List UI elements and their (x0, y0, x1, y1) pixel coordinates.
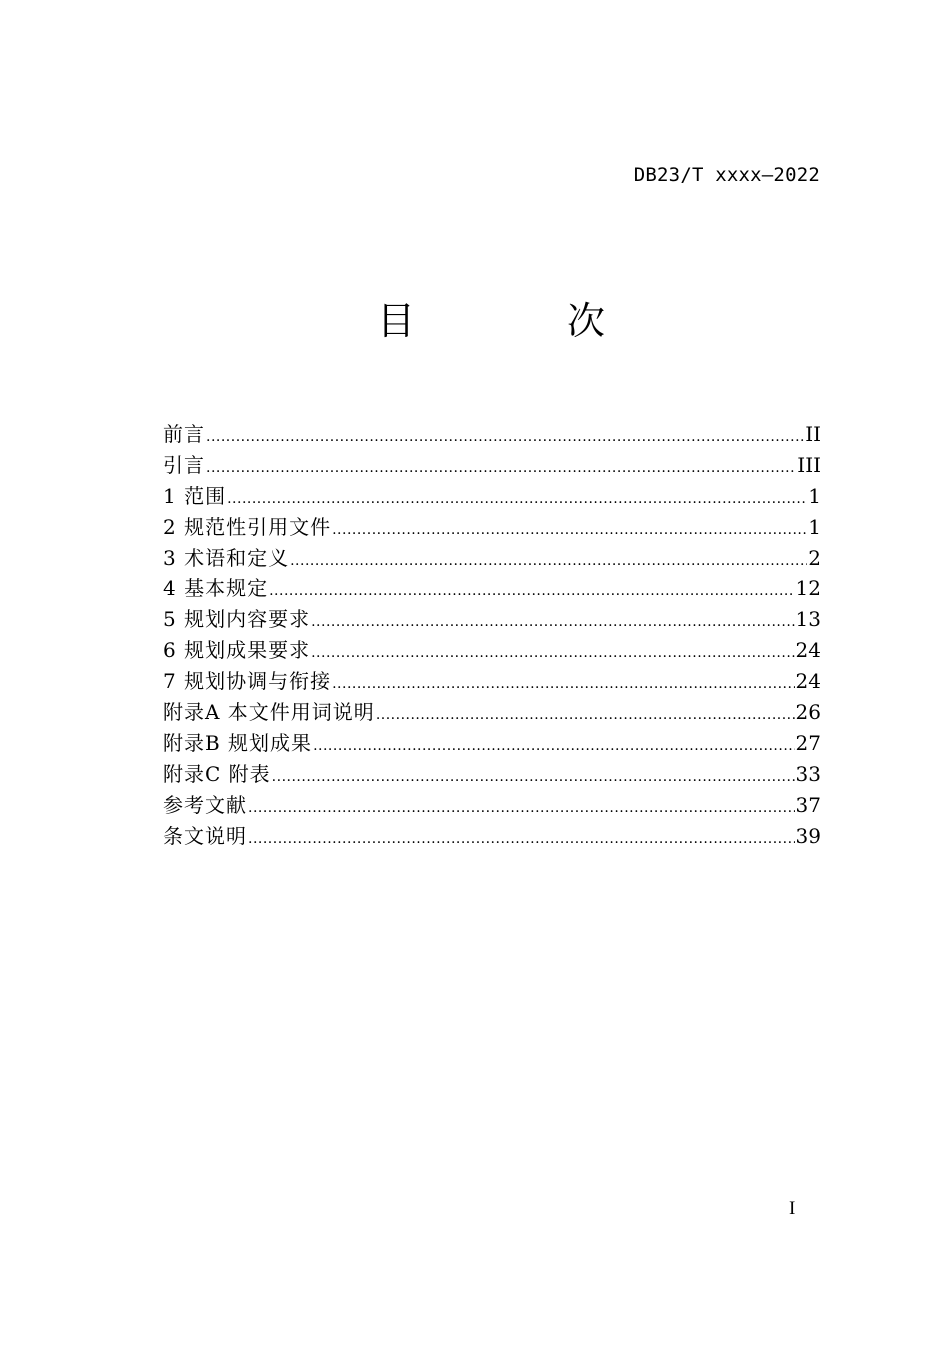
toc-item-page: 1 (808, 483, 821, 508)
toc-item-page: 12 (795, 576, 821, 601)
toc-item-appendix-a[interactable] (163, 697, 821, 728)
toc-leader-dots (227, 484, 807, 512)
toc-item-bibliography[interactable] (163, 790, 821, 821)
toc-leader-dots (311, 638, 794, 666)
toc-item-label: 2 规范性引用文件 (163, 514, 332, 539)
toc-leader-dots (332, 515, 807, 543)
toc-item-page: II (805, 422, 821, 446)
toc-item-label: 附录A 本文件用词说明 (163, 700, 375, 725)
table-of-contents (163, 419, 821, 851)
toc-item-label: 参考文献 (163, 792, 247, 817)
toc-item-label: 6 规划成果要求 (163, 638, 311, 663)
toc-item-label: 条文说明 (163, 823, 247, 848)
toc-item-label: 3 术语和定义 (163, 545, 290, 570)
toc-item-terms-definitions[interactable] (163, 543, 821, 574)
toc-leader-dots (332, 669, 794, 697)
toc-item-page: 39 (795, 823, 821, 848)
toc-leader-dots (206, 422, 804, 450)
toc-item-label: 5 规划内容要求 (163, 607, 311, 632)
toc-item-label: 1 范围 (163, 483, 227, 508)
toc-item-page: 24 (795, 669, 821, 694)
toc-leader-dots (376, 700, 795, 728)
toc-leader-dots (248, 824, 795, 852)
toc-item-label: 4 基本规定 (163, 576, 269, 601)
toc-item-explanation[interactable] (163, 821, 821, 852)
toc-item-preface[interactable] (163, 419, 821, 450)
page-title: 目 次 (376, 299, 676, 343)
toc-leader-dots (269, 576, 794, 604)
toc-item-page: 33 (795, 761, 821, 786)
toc-item-introduction[interactable] (163, 450, 821, 481)
toc-item-page: 27 (795, 730, 821, 755)
toc-item-appendix-c[interactable] (163, 759, 821, 790)
toc-item-page: 1 (808, 514, 821, 539)
toc-item-page: 37 (795, 792, 821, 817)
toc-item-page: 13 (795, 607, 821, 632)
toc-item-planning-coordination[interactable] (163, 666, 821, 697)
toc-leader-dots (290, 546, 807, 574)
toc-item-page: 2 (808, 545, 821, 570)
toc-leader-dots (272, 762, 795, 790)
toc-item-page: 24 (795, 638, 821, 663)
toc-leader-dots (248, 793, 795, 821)
toc-item-scope[interactable] (163, 481, 821, 512)
toc-item-page: III (797, 452, 821, 477)
toc-leader-dots (311, 607, 794, 635)
document-code: DB23/T xxxx—2022 (633, 164, 820, 186)
toc-item-page: 26 (795, 700, 821, 725)
toc-item-planning-deliverables[interactable] (163, 635, 821, 666)
page-number: I (789, 1198, 796, 1219)
toc-item-planning-content[interactable] (163, 604, 821, 635)
toc-leader-dots (313, 731, 794, 759)
toc-item-label: 7 规划协调与衔接 (163, 669, 332, 694)
toc-item-normative-references[interactable] (163, 512, 821, 543)
toc-item-appendix-b[interactable] (163, 728, 821, 759)
toc-item-label: 前言 (163, 422, 205, 446)
toc-item-label: 附录B 规划成果 (163, 730, 313, 755)
toc-item-label: 附录C 附表 (163, 761, 271, 786)
toc-item-label: 引言 (163, 452, 205, 477)
toc-leader-dots (206, 453, 796, 481)
toc-item-basic-provisions[interactable] (163, 573, 821, 604)
